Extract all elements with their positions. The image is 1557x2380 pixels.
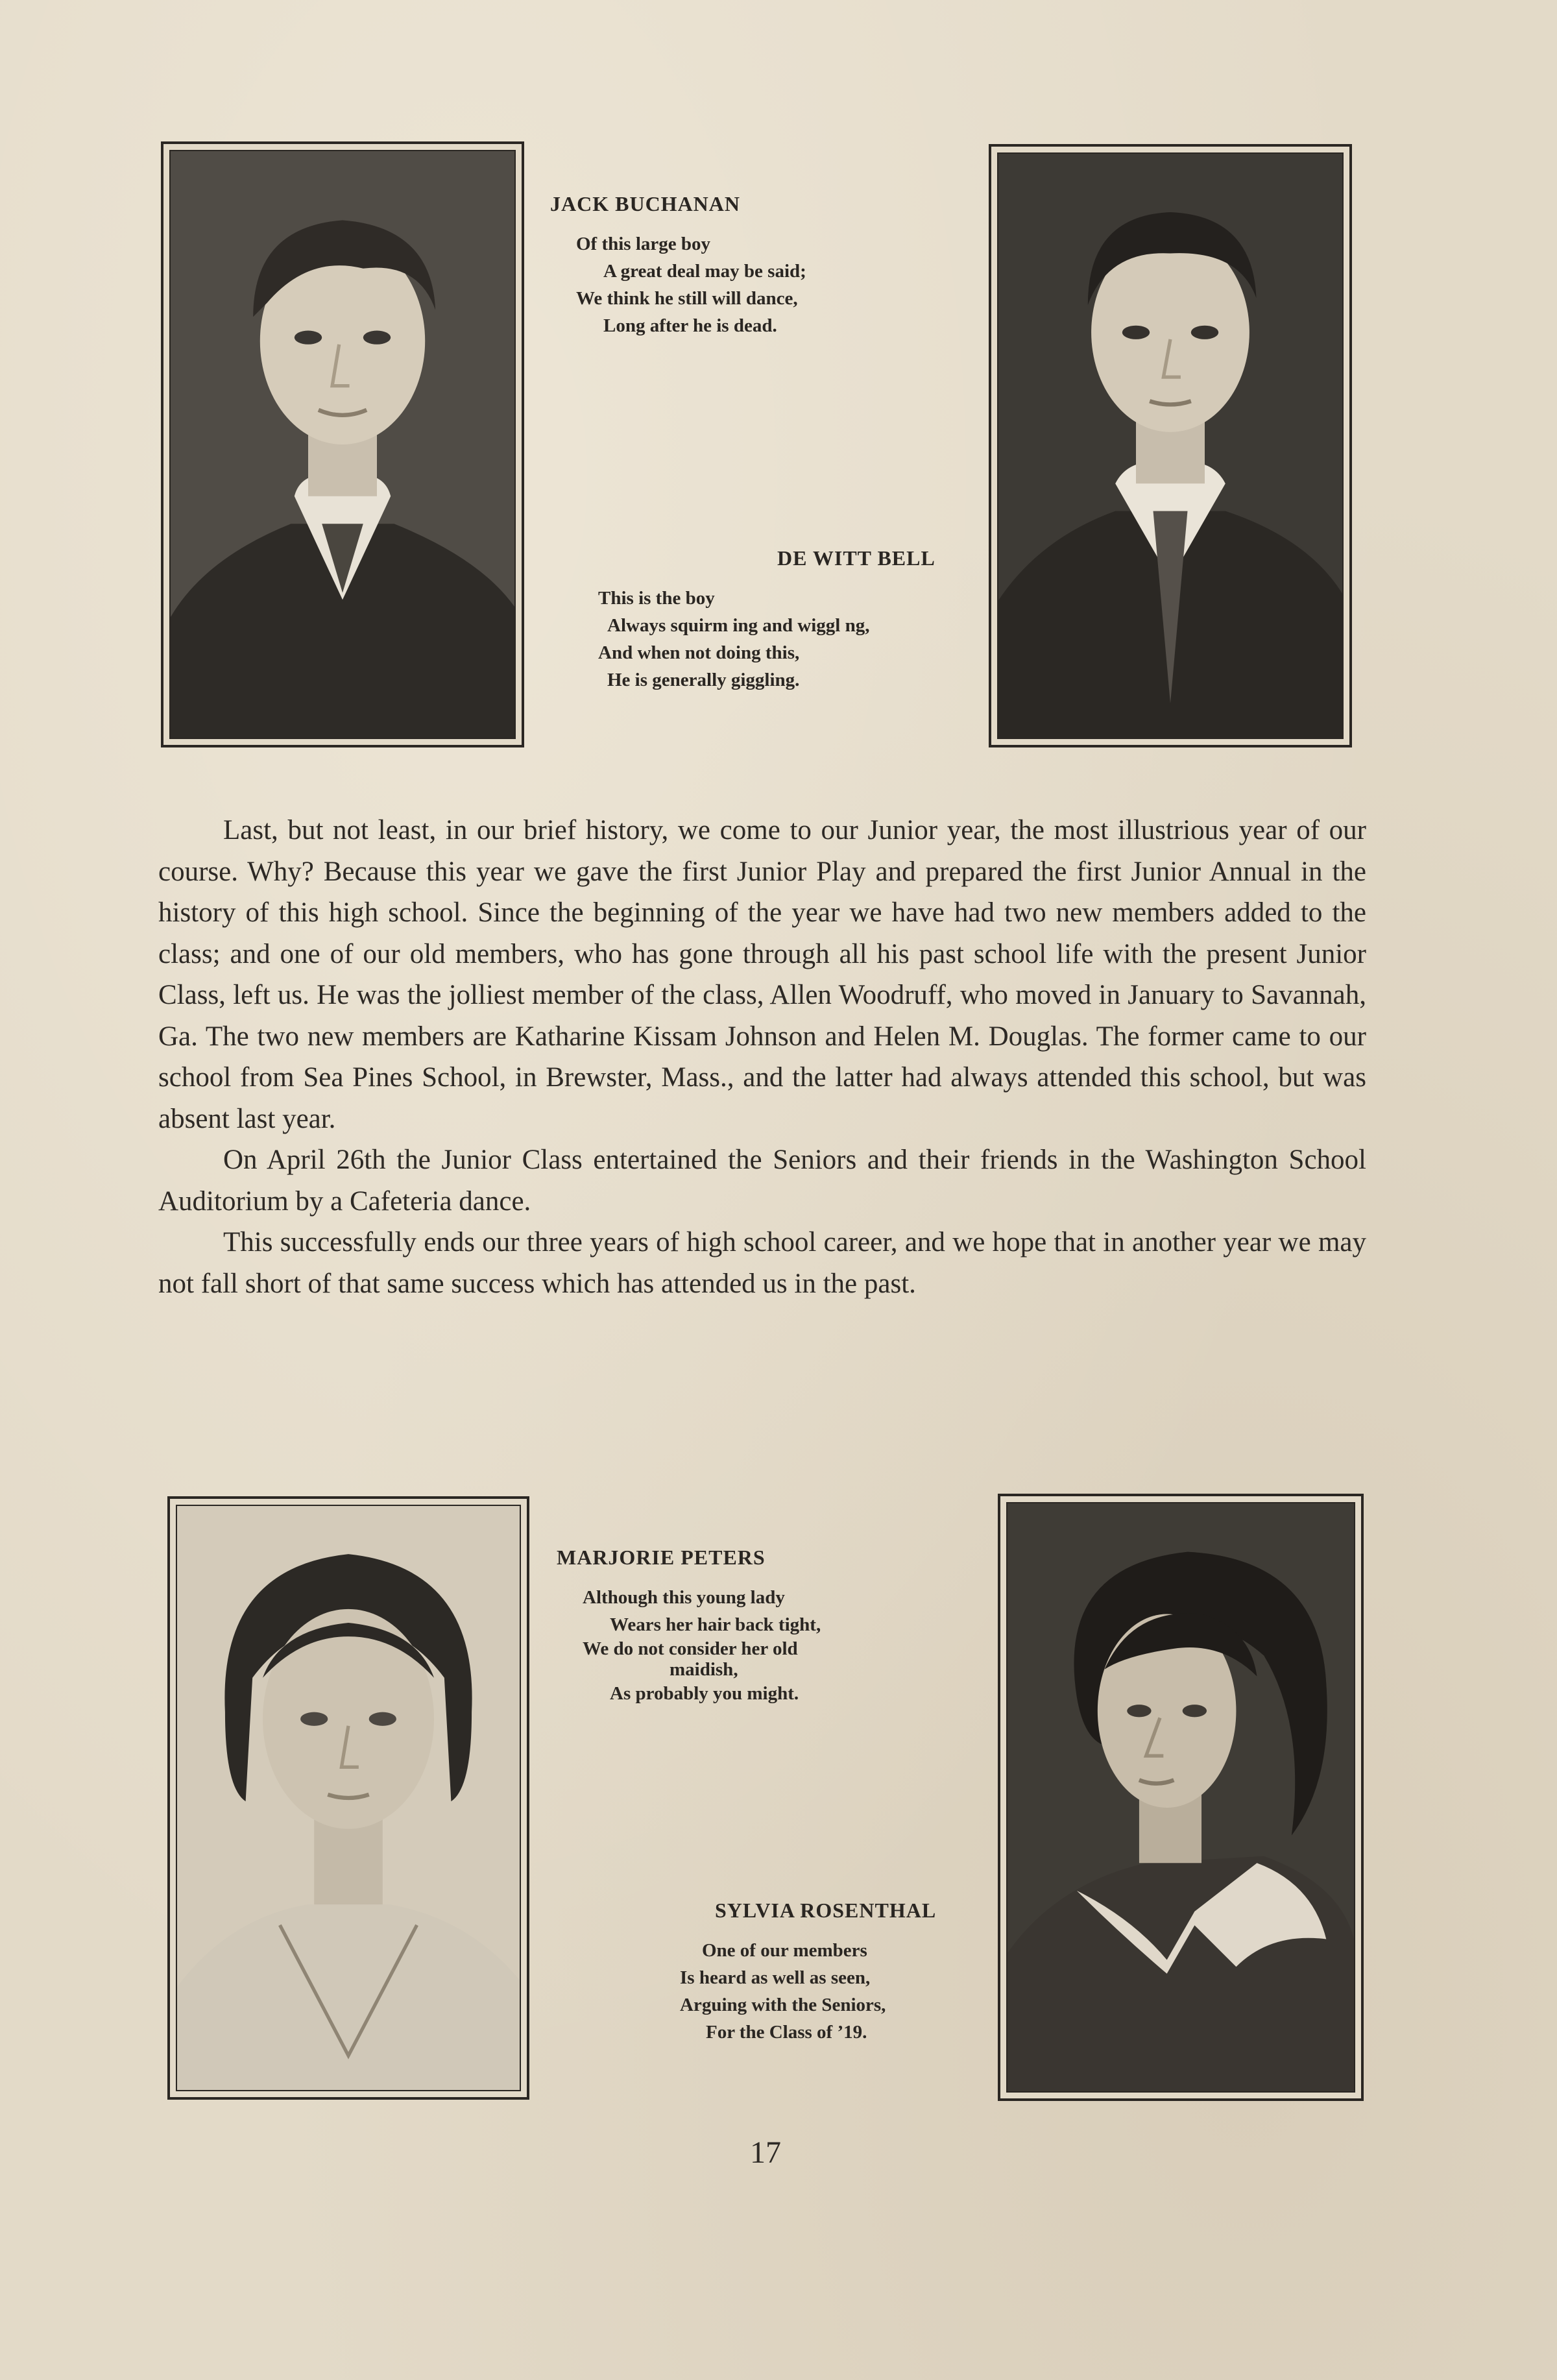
verse-line: Is heard as well as seen,: [680, 1967, 871, 1988]
verse-line: As probably you might.: [610, 1683, 799, 1704]
paragraph: On April 26th the Junior Class entertained the Seniors and their friends in the Washington School Auditorium by a Cafeteria dance.: [158, 1145, 1366, 1217]
verse-line: He is generally giggling.: [607, 670, 800, 690]
student-name: DE WITT BELL: [777, 546, 935, 570]
verse-line: Of this large boy: [576, 234, 711, 254]
student-name: SYLVIA ROSENTHAL: [715, 1899, 937, 1922]
caption-de-witt-bell: [598, 546, 935, 694]
photo-sylvia-rosenthal: [998, 1494, 1364, 2101]
paragraph: Last, but not least, in our brief history, we come to our Junior year, the most illustrious year of our course. Why? Because this year we gave the first Junior Play and prepared the first Junior Annual in the history of this high school. Since the beginning of the year we have had two new members added to the class; and one of our old members, who has gone through all his past school life with the present Junior Class, left us. He was the jolliest member of the class, Allen Woodruff, who moved in January to Savannah, Ga. The two new members are Katharine Kissam Johnson and Helen M. Douglas. The former came to our school from Sea Pines School, in Brewster, Mass., and the latter had always attended this school, but was absent last year.: [158, 815, 1366, 1134]
photo-jack-buchanan: [161, 141, 524, 747]
verse-line: Long after he is dead.: [603, 315, 777, 336]
portrait-sylvia-rosenthal: [1008, 1503, 1354, 2091]
verse-line: We do not consider her old: [583, 1638, 798, 1659]
verse-line: For the Class of ’19.: [706, 2022, 867, 2043]
verse-line: A great deal may be said;: [603, 261, 806, 282]
class-history-text: [158, 810, 1366, 1304]
verse-line: One of our members: [702, 1940, 867, 1961]
verse-line: Wears her hair back tight,: [610, 1614, 821, 1635]
portrait-jack-buchanan: [171, 151, 514, 738]
verse-line: maidish,: [670, 1659, 738, 1680]
page-number: 17: [750, 2135, 781, 2170]
verse-line: Always squirm ing and wiggl ng,: [607, 615, 870, 636]
portrait-marjorie-peters: [177, 1506, 520, 2090]
caption-marjorie-peters: [557, 1546, 821, 1707]
portrait-de-witt-bell: [998, 154, 1342, 738]
verse-line: Arguing with the Seniors,: [680, 1995, 886, 2015]
photo-de-witt-bell: [989, 144, 1352, 747]
verse-line: We think he still will dance,: [576, 288, 798, 309]
verse-line: Although this young lady: [583, 1587, 785, 1608]
student-name: MARJORIE PETERS: [557, 1546, 766, 1569]
paragraph: This successfully ends our three years of high school career, and we hope that in another year we may not fall short of that same success which has attended us in the past.: [158, 1227, 1366, 1299]
student-name: JACK BUCHANAN: [550, 192, 740, 215]
caption-sylvia-rosenthal: [680, 1899, 936, 2046]
photo-marjorie-peters: [167, 1496, 529, 2100]
verse-line: And when not doing this,: [598, 642, 800, 663]
verse-line: This is the boy: [598, 588, 715, 609]
caption-jack-buchanan: [550, 192, 806, 339]
